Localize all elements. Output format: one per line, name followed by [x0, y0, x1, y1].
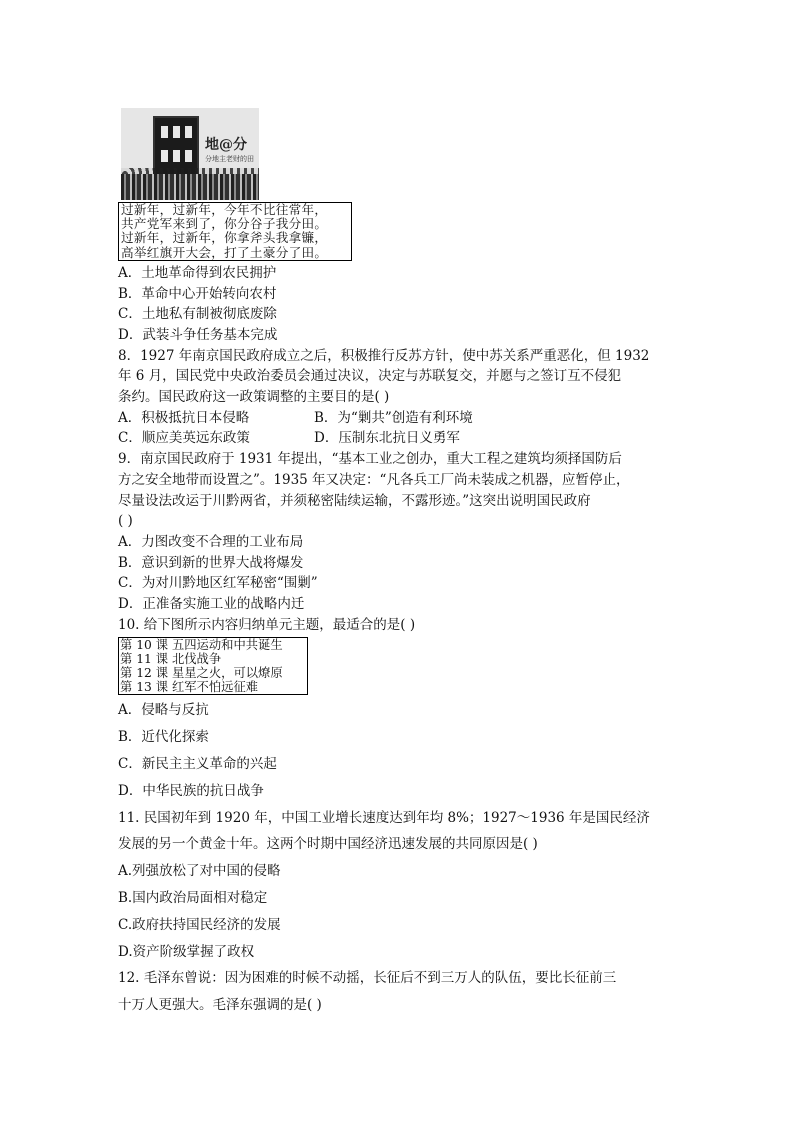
option-a[interactable]: A．积极抵抗日本侵略 [118, 409, 250, 426]
poem-line: 高举红旗开大会，打了土豪分了田。 [121, 244, 328, 260]
option-a[interactable]: A．侵略与反抗 [118, 702, 209, 719]
exam-page [118, 108, 678, 1019]
lesson-row: 第 11 课 北伐战争 [120, 652, 222, 667]
question-text: ( ) [118, 513, 133, 530]
option-a[interactable]: A．土地革命得到农民拥护 [118, 264, 277, 281]
crowd-image [121, 174, 259, 200]
woodcut-picture [121, 108, 259, 200]
lesson-row: 第 13 课 红军不怕远征难 [120, 680, 259, 695]
option-a[interactable]: A.列强放松了对中国的侵略 [118, 863, 281, 880]
question-11 [118, 805, 678, 966]
option-c[interactable]: C．新民主主义革命的兴起 [118, 756, 277, 773]
poem-line: 过新年，过新年，你拿斧头我拿镰， [121, 230, 328, 246]
option-b[interactable]: B．近代化探索 [118, 729, 209, 746]
option-d[interactable]: D．压制东北抗日义勇军 [314, 430, 460, 447]
option-b[interactable]: B．意识到新的世界大战将爆发 [118, 554, 304, 571]
option-b[interactable]: B．为“剿共”创造有利环境 [314, 409, 473, 426]
question-text: 11. 民国初年到 1920 年，中国工业增长速度达到年均 8%；1927～1936 年是国民经济 [118, 809, 650, 826]
question-text: 十万人更强大。毛泽东强调的是( ) [118, 997, 322, 1014]
question-text: 方之安全地带而设置之”。1935 年又决定：“凡各兵工厂尚未装成之机器，应暂停止， [118, 471, 630, 488]
question-12 [118, 965, 678, 1019]
option-c[interactable]: C．顺应美英远东政策 [118, 430, 250, 447]
q7-options [118, 263, 678, 346]
question-text: 发展的另一个黄金十年。这两个时期中国经济迅速发展的共同原因是( ) [118, 836, 538, 853]
lesson-row: 第 10 课 五四运动和中共诞生 [120, 638, 283, 653]
option-b[interactable]: B.国内政治局面相对稳定 [118, 890, 268, 907]
option-d[interactable]: D.资产阶级掌握了政权 [118, 943, 255, 960]
poem-line: 过新年，过新年，今年不比往常年， [121, 202, 328, 217]
question-text: 8．1927 年南京国民政府成立之后，积极推行反苏方针，使中苏关系严重恶化，但 1932 [118, 347, 650, 364]
question-text: 12. 毛泽东曾说：因为困难的时候不动摇，长征后不到三万人的队伍，要比长征前三 [118, 970, 617, 987]
option-b[interactable]: B．革命中心开始转向农村 [118, 285, 277, 302]
lesson-table [118, 637, 308, 695]
question-9 [118, 449, 678, 615]
question-text: 条约。国民政府这一政策调整的主要目的是( ) [118, 389, 390, 406]
question-text: 9．南京国民政府于 1931 年提出，“基本工业之创办，重大工程之建筑均须择国防后 [118, 451, 622, 468]
option-d[interactable]: D．武装斗争任务基本完成 [118, 326, 278, 343]
question-10 [118, 615, 678, 805]
sign-board-image [153, 116, 199, 176]
option-c[interactable]: C．土地私有制被彻底废除 [118, 306, 277, 323]
option-c[interactable]: C．为对川黔地区红军秘密“围剿” [118, 575, 318, 592]
option-c[interactable]: C.政府扶持国民经济的发展 [118, 916, 281, 933]
poem-box [118, 202, 352, 261]
option-a[interactable]: A．力图改变不合理的工业布局 [118, 533, 304, 550]
picture-subcaption: 分地主老财的田 [205, 155, 254, 163]
question-text: 10. 给下图所示内容归纳单元主题，最适合的是( ) [118, 616, 416, 633]
question-text: 尽量设法改运于川黔两省，并须秘密陆续运输，不露形迹。”这突出说明国民政府 [118, 492, 591, 509]
question-8 [118, 346, 678, 450]
option-d[interactable]: D．正准备实施工业的战略内迁 [118, 596, 305, 613]
picture-caption: 地@分 [205, 137, 247, 153]
question-text: 年 6 月，国民党中央政治委员会通过决议，决定与苏联复交，并愿与之签订互不侵犯 [118, 368, 622, 385]
poem-line: 共产党军来到了，你分谷子我分田。 [121, 216, 328, 232]
lesson-row: 第 12 课 星星之火，可以燎原 [120, 666, 283, 681]
option-d[interactable]: D．中华民族的抗日战争 [118, 782, 264, 799]
